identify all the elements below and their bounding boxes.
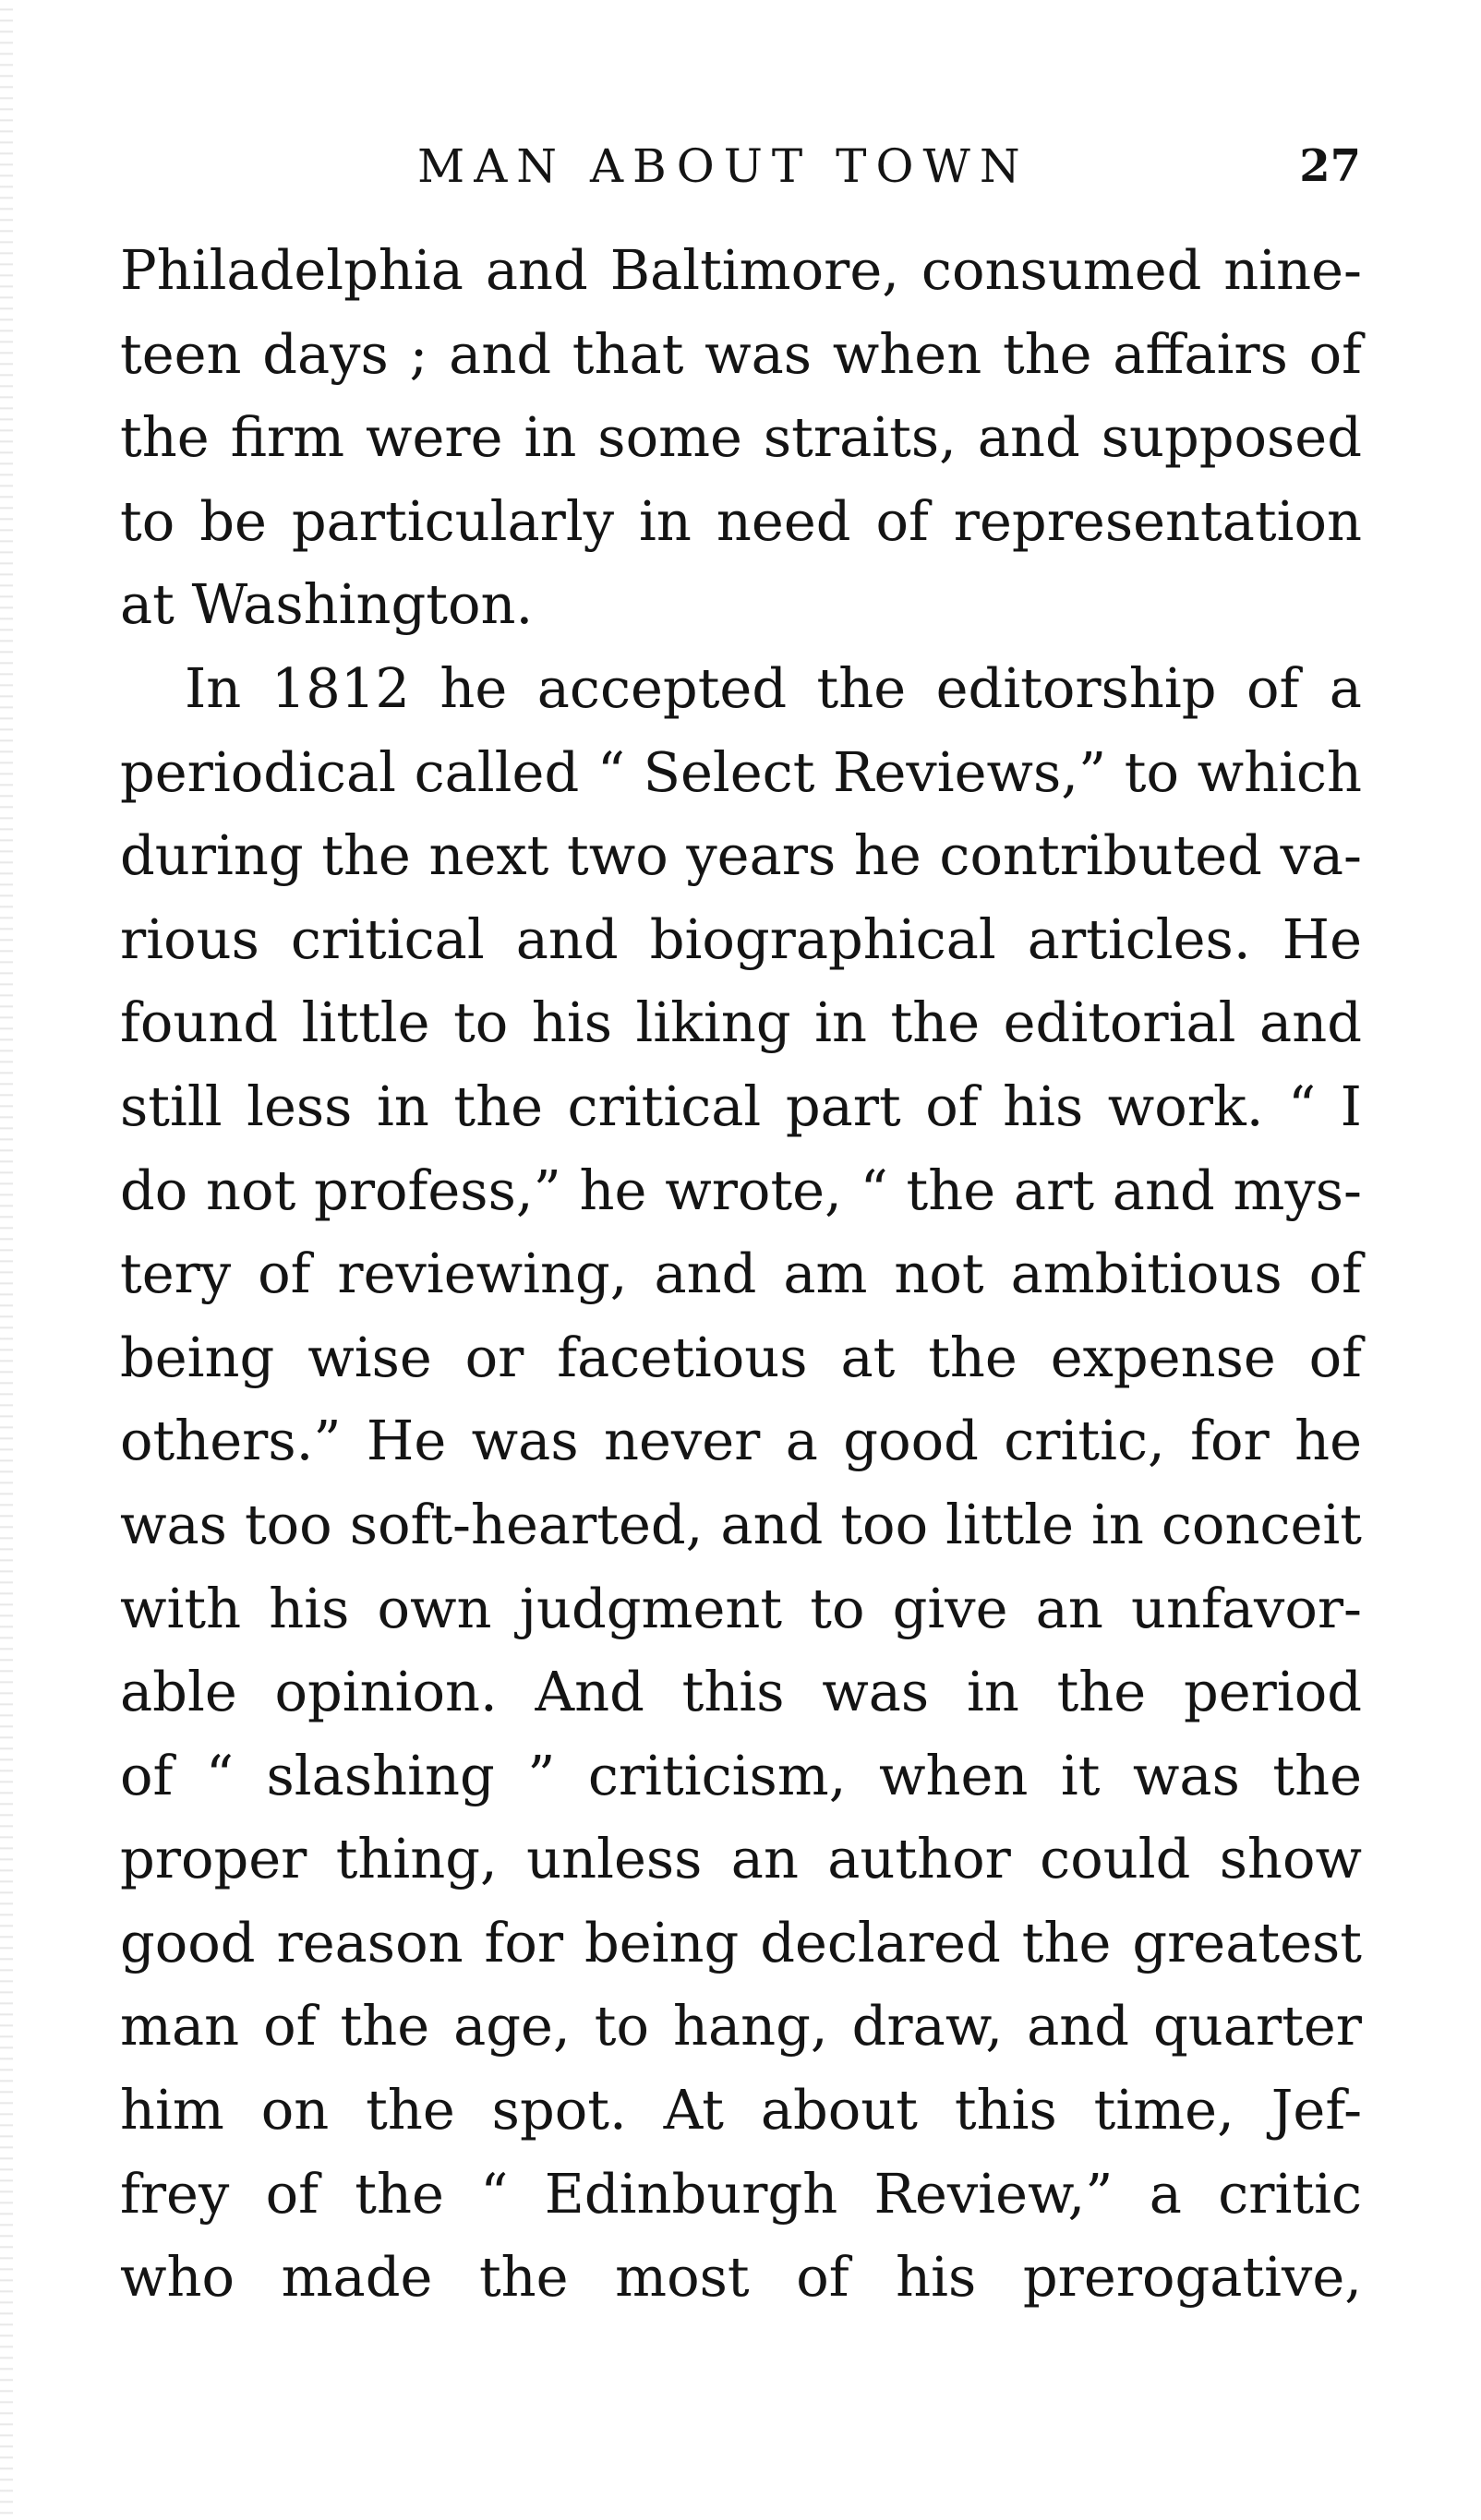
text-line: being wise or facetious at the expense of xyxy=(120,1325,1362,1389)
text-line: others.” He was never a good critic, for he xyxy=(120,1409,1362,1473)
text-line: teen days ; and that was when the affairs of xyxy=(120,321,1362,386)
text-line: him on the spot. At about this time, Jef- xyxy=(120,2078,1362,2142)
text-line: Philadelphia and Baltimore, consumed nine- xyxy=(120,238,1362,302)
text-line: who made the most of his prerogative, xyxy=(120,2245,1362,2310)
text-line: was too soft-hearted, and too little in conceit xyxy=(120,1492,1362,1556)
running-head: MAN ABOUT TOWN xyxy=(417,139,1029,193)
text-line: frey of the “ Edinburgh Review,” a critic xyxy=(120,2161,1362,2226)
text-line: proper thing, unless an author could show xyxy=(120,1827,1362,1891)
page-header xyxy=(120,138,1361,194)
paragraph-start-line: In 1812 he accepted the editorship of a xyxy=(185,655,1362,720)
text-line: man of the age, to hang, draw, and quarter xyxy=(120,1994,1362,2058)
text-line: to be particularly in need of representation xyxy=(120,488,1362,553)
body-text xyxy=(120,229,1362,2320)
text-line: do not profess,” he wrote, “ the art and mys- xyxy=(120,1158,1362,1222)
text-line: found little to his liking in the editorial and xyxy=(120,990,1362,1055)
text-line: good reason for being declared the greatest xyxy=(120,1910,1362,1974)
text-line: the firm were in some straits, and supposed xyxy=(120,405,1362,470)
text-line: tery of reviewing, and am not ambitious of xyxy=(120,1242,1362,1306)
text-line: periodical called “ Select Reviews,” to which xyxy=(120,739,1362,804)
page-binding-edge xyxy=(0,0,13,2520)
text-line: rious critical and biographical articles. He xyxy=(120,906,1362,971)
text-line: of “ slashing ” criticism, when it was the xyxy=(120,1743,1362,1807)
text-line: still less in the critical part of his work. “ I xyxy=(120,1074,1362,1138)
text-line: with his own judgment to give an unfavor- xyxy=(120,1576,1362,1640)
text-line: able opinion. And this was in the period xyxy=(120,1660,1362,1724)
text-line: during the next two years he contributed va- xyxy=(120,823,1362,888)
text-line: at Washington. xyxy=(120,572,534,637)
page-number: 27 xyxy=(1299,140,1361,192)
